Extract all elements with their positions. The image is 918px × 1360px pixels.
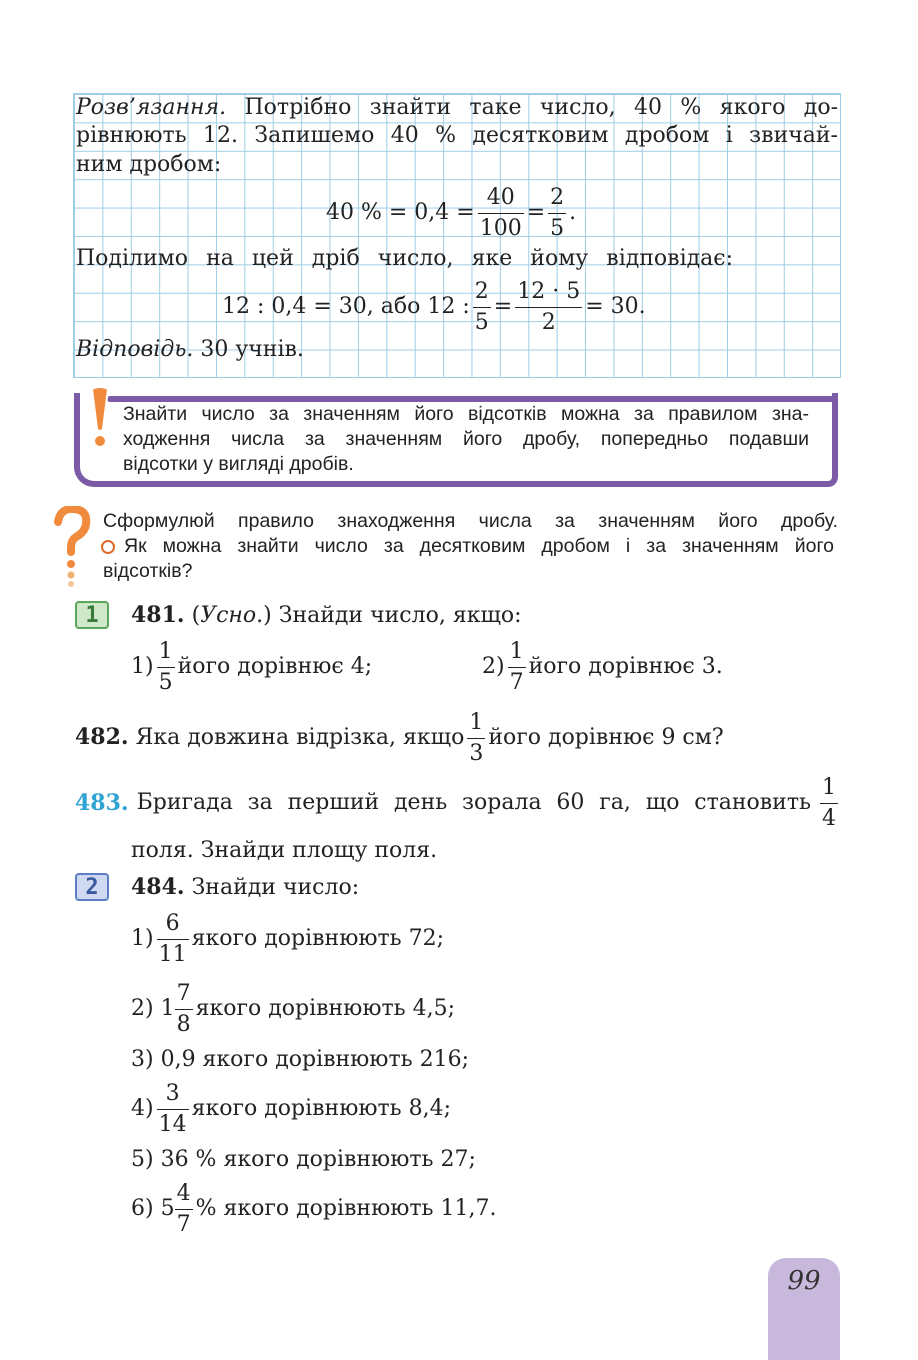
denominator: 7 [176,1211,191,1237]
question-mark-icon [52,506,92,588]
ex484-number: 484. [131,874,185,900]
answer-label: Відповідь. [76,337,194,362]
solution-line-2: рівнюють 12. Запишемо 40 % десятковим дробом і звичай- [76,123,838,148]
question-line-1: Сформулюй правило знаходження числа за значенням його дробу. [103,510,838,532]
ex481-item-1 [131,634,372,700]
fraction-1-4 [820,773,838,834]
item-label: 1) [131,654,154,679]
level-1-badge: 1 [75,601,109,629]
bullet-circle-icon [101,540,115,554]
eq1-left: 40 % = 0,4 = [326,200,475,225]
ex484-item-4 [131,1076,451,1142]
denominator: 7 [509,669,524,695]
fraction-1-7 [508,637,526,698]
fraction-7-8 [175,979,193,1040]
ex484-heading [131,873,359,902]
ex481-text: Знайди число, якщо: [278,603,522,628]
ex481-oral: Усно. [200,603,264,628]
numerator: 3 [157,1079,189,1110]
question-line-2 [101,534,838,559]
fraction-3-14 [157,1079,189,1140]
ex481-item-2 [482,634,723,700]
numerator: 2 [473,277,491,308]
exclamation-icon [86,385,114,451]
item-text: його дорівнює 3. [528,654,723,679]
ex482 [75,704,724,771]
fraction-2-5 [548,183,566,244]
ex483-number: 483. [75,790,129,816]
numerator: 12 · 5 [515,277,582,308]
item-text: якого дорівнюють 4,5; [195,996,456,1021]
answer-text: 30 учнів. [200,337,304,362]
ex483-line-1 [75,770,841,836]
level-2-badge: 2 [75,873,109,901]
denominator: 8 [176,1011,191,1037]
denominator: 5 [158,669,173,695]
ex482-text: Яка довжина відрізка, якщо [135,725,465,750]
solution-line-1 [76,94,838,122]
equation-1 [326,180,576,246]
item-text: % якого дорівнюють 11,7. [195,1196,497,1221]
paren-open: ( [191,603,201,628]
eq1-end: . [569,200,577,225]
fraction-4-7 [175,1179,193,1240]
rule-line-2: ходження числа за значенням його дробу, попередньо подавши [123,428,809,450]
denominator: 14 [158,1111,187,1137]
denominator: 100 [479,215,522,241]
eq2-equals: = [493,294,513,319]
rule-line-1: Знайти число за значенням його відсотків можна за правилом зна- [123,403,809,425]
item-text: якого дорівнюють 72; [191,926,445,951]
fraction-12x5-2 [515,277,582,338]
denominator: 3 [469,740,484,766]
item-label: 1) [131,926,154,951]
item-label: 4) [131,1096,154,1121]
denominator: 2 [541,309,556,335]
solution-text-1: Потрібно знайти таке число, 40 % якого до- [244,95,838,120]
ex481-heading [131,601,522,630]
fraction-2-5 [473,277,491,338]
eq1-equals: = [526,200,546,225]
answer-line [76,336,304,364]
ex482-number: 482. [75,724,129,750]
solution-label: Розв’язання. [76,95,227,120]
ex481-number: 481. [131,602,185,628]
rule-line-3: відсотки у вигляді дробів. [123,453,354,475]
numerator: 40 [478,183,524,214]
item-label: 6) 5 [131,1196,175,1221]
eq2-end: = 30. [585,294,646,319]
numerator: 4 [175,1179,193,1210]
item-text: якого дорівнюють 8,4; [191,1096,452,1121]
ex484-item-1 [131,906,444,972]
fraction-40-100 [478,183,524,244]
ex484-item-2 [131,976,455,1042]
fraction-1-5 [157,637,175,698]
numerator: 6 [157,909,189,940]
ex484-text: Знайди число: [191,875,360,900]
solution-line-4: Поділимо на цей дріб число, яке йому відповідає: [76,246,733,271]
item-text: його дорівнює 4; [177,654,373,679]
ex484-item-5: 5) 36 % якого дорівнюють 27; [131,1147,476,1172]
denominator: 4 [822,805,836,831]
numerator: 1 [508,637,526,668]
numerator: 7 [175,979,193,1010]
ex483-line-2: поля. Знайди площу поля. [131,838,438,863]
denominator: 5 [474,309,489,335]
ex484-item-6 [131,1176,497,1242]
fraction-1-3 [467,708,485,769]
ex483-text: Бригада за перший день зорала 60 га, що становить [136,790,811,815]
paren-close: ) [263,603,272,628]
question-text-2: Як можна знайти число за десятковим дробом і за значенням його [124,535,834,557]
solution-line-3: ним дробом: [76,152,222,177]
ex482-text-2: його дорівнює 9 см? [488,725,724,750]
numerator: 1 [467,708,485,739]
numerator: 2 [548,183,566,214]
page-number: 99 [787,1266,821,1296]
ex484-item-3: 3) 0,9 якого дорівнюють 216; [131,1047,470,1072]
numerator: 1 [820,773,838,804]
eq2-left: 12 : 0,4 = 30, або 12 : [222,294,470,319]
equation-2 [222,274,646,340]
question-line-3: відсотків? [103,560,193,582]
numerator: 1 [157,637,175,668]
item-label: 2) 1 [131,996,175,1021]
denominator: 5 [550,215,565,241]
denominator: 11 [158,941,187,967]
fraction-6-11 [157,909,189,970]
item-label: 2) [482,654,505,679]
